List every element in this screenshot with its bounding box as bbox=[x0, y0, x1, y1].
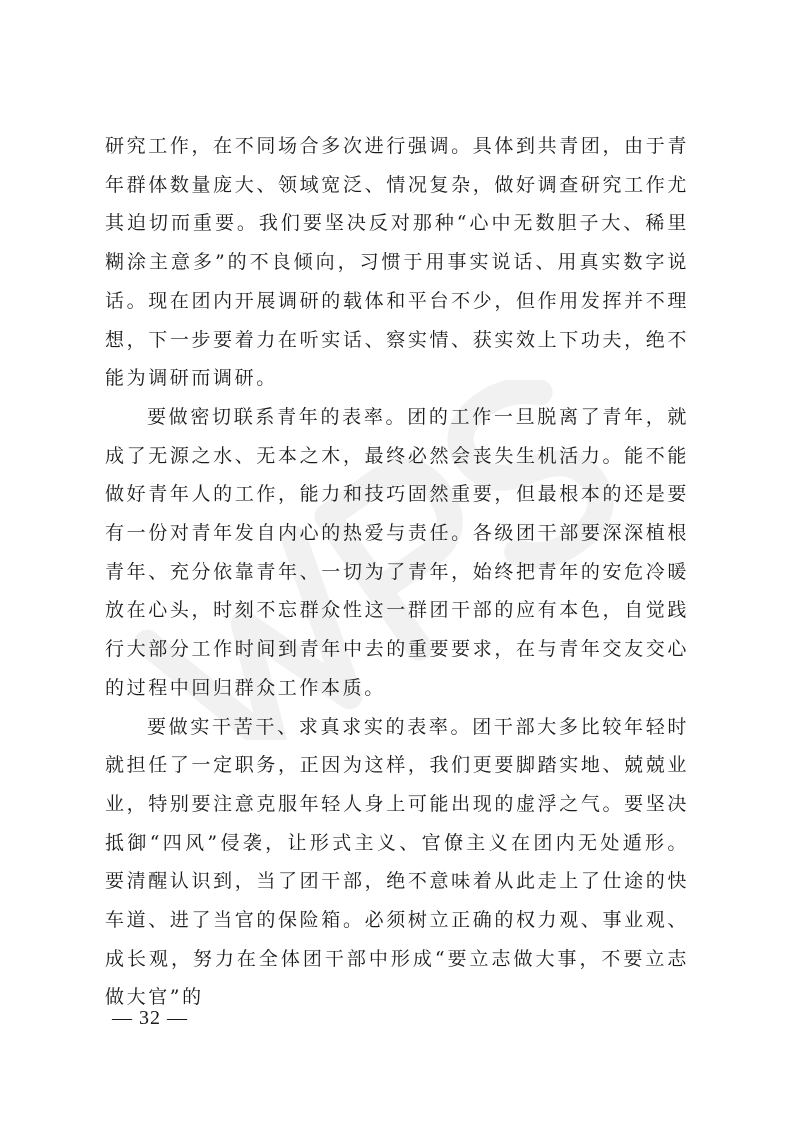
paragraph-1: 研究工作，在不同场合多次进行强调。具体到共青团，由于青年群体数量庞大、领域宽泛、情况复杂，做好调查研究工作尤其迫切而重要。我们要坚决反对那种“心中无数胆子大、稀里糊涂主意多”的不良倾向，习惯于用事实说话、用真实数字说话。现在团内开展调研的载体和平台不少，但作用发挥并不理想，下一步要着力在听实话、察实情、获实效上下功夫，绝不能为调研而调研。 bbox=[105, 135, 689, 390]
paragraph-3: 要做实干苦干、求真求实的表率。团干部大多比较年轻时就担任了一定职务，正因为这样，我们更要脚踏实地、兢兢业业，特别要注意克服年轻人身上可能出现的虚浮之气。要坚决抵御“四风”侵袭，让形式主义、官僚主义在团内无处遁形。要清醒认识到，当了团干部，绝不意味着从此走上了仕途的快车道、进了当官的保险箱。必须树立正确的权力观、事业观、成长观，努力在全体团干部中形成“要立志做大事，不要立志做大官”的 bbox=[105, 715, 689, 1009]
document-body bbox=[105, 127, 689, 1017]
page-number: — 32 — bbox=[112, 1007, 188, 1029]
paragraph-2: 要做密切联系青年的表率。团的工作一旦脱离了青年，就成了无源之水、无本之木，最终必然会丧失生机活力。能不能做好青年人的工作，能力和技巧固然重要，但最根本的还是要有一份对青年发自内心的热爱与责任。各级团干部要深深植根青年、充分依靠青年、一切为了青年，始终把青年的安危冷暖放在心头，时刻不忘群众性这一群团干部的应有本色，自觉践行大部分工作时间到青年中去的重要要求，在与青年交友交心的过程中回归群众工作本质。 bbox=[105, 405, 689, 699]
